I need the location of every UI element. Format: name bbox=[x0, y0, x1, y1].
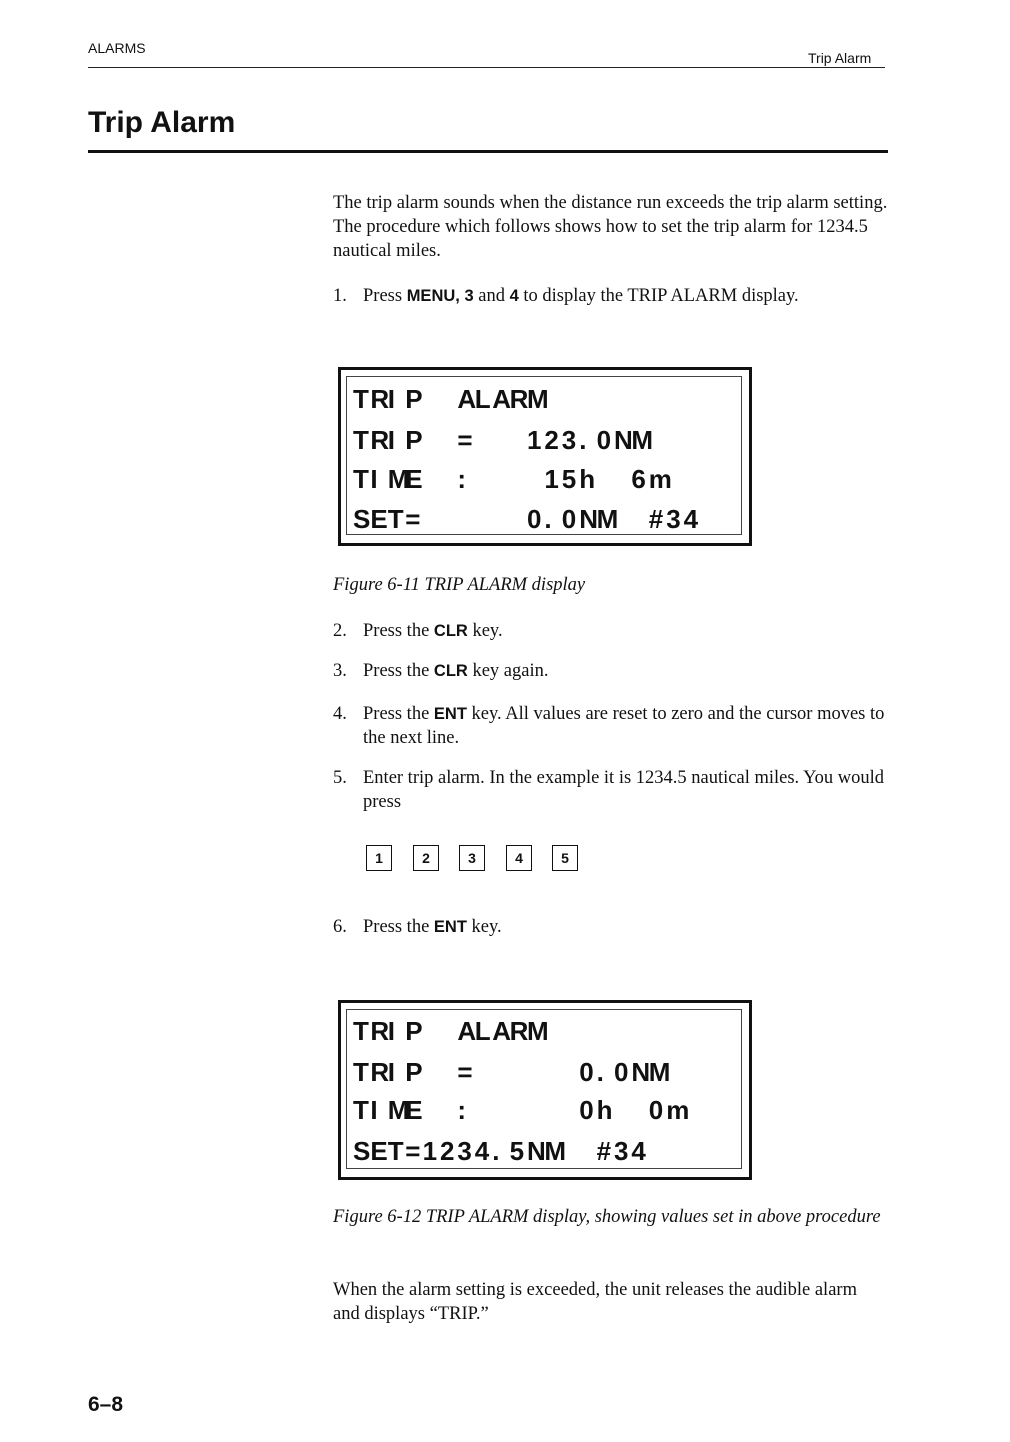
lcd-char: 0 bbox=[579, 1057, 594, 1087]
step-number: 5. bbox=[333, 768, 347, 788]
step-text: Enter trip alarm. In the example it is 1234.5 nautical miles. You would press bbox=[363, 768, 884, 812]
lcd-char: N bbox=[614, 425, 633, 455]
step-text bbox=[363, 619, 888, 643]
lcd-char: P bbox=[405, 425, 423, 455]
lcd-char: 0 bbox=[648, 1095, 664, 1125]
running-header-section: ALARMS bbox=[88, 40, 146, 56]
step-number: 1. bbox=[333, 286, 347, 306]
lcd-char: . bbox=[544, 504, 552, 534]
page-title: Trip Alarm bbox=[88, 106, 236, 139]
lcd-char: # bbox=[648, 504, 664, 534]
lcd-char: . bbox=[579, 425, 587, 455]
lcd-char: R bbox=[370, 384, 390, 414]
lcd-char: N bbox=[631, 1057, 651, 1087]
figure-caption-6-12: Figure 6-12 TRIP ALARM display, showing values set in above procedure bbox=[333, 1207, 881, 1227]
lcd-char: 4 bbox=[474, 1136, 490, 1166]
lcd-char: M bbox=[527, 1016, 549, 1046]
lcd-char: 0 bbox=[614, 1057, 629, 1087]
lcd-char: T bbox=[353, 1016, 369, 1046]
lcd-char: N bbox=[527, 1136, 546, 1166]
text-run: Press the bbox=[363, 621, 434, 641]
lcd-char: 2 bbox=[544, 425, 559, 455]
key-5: 5 bbox=[552, 845, 578, 871]
lcd-char: 3 bbox=[666, 504, 681, 534]
step-5 bbox=[333, 766, 888, 814]
lcd-display-2 bbox=[338, 1000, 752, 1180]
lcd-char: P bbox=[405, 384, 423, 414]
lcd-char: A bbox=[457, 1016, 477, 1046]
lcd-char: A bbox=[492, 1016, 511, 1046]
lcd-char: 6 bbox=[631, 464, 646, 494]
page-number: 6–8 bbox=[88, 1393, 124, 1416]
step-text bbox=[363, 702, 888, 750]
key-3: 3 bbox=[459, 845, 485, 871]
text-run: key. bbox=[466, 917, 502, 937]
lcd-char: 1 bbox=[544, 464, 559, 494]
lcd-char: m bbox=[666, 1095, 690, 1125]
lcd-char: N bbox=[579, 504, 598, 534]
step-6 bbox=[333, 915, 888, 939]
lcd-char: 0 bbox=[579, 1095, 594, 1125]
closing-paragraph: When the alarm setting is exceeded, the unit releases the audible alarm and displays “TRIP.” bbox=[333, 1280, 857, 1324]
lcd-char: 4 bbox=[683, 504, 699, 534]
text-run: key again. bbox=[467, 661, 549, 681]
keyword: ENT bbox=[433, 705, 467, 723]
lcd-char: m bbox=[648, 464, 672, 494]
lcd-char: E bbox=[370, 1136, 388, 1166]
key-2: 2 bbox=[413, 845, 439, 871]
lcd-char: # bbox=[596, 1136, 612, 1166]
lcd-char: 3 bbox=[457, 1136, 472, 1166]
lcd-char: h bbox=[579, 464, 596, 494]
lcd-char: 4 bbox=[631, 1136, 646, 1166]
keyword: ENT bbox=[433, 918, 467, 936]
lcd-char: R bbox=[509, 384, 529, 414]
step-text bbox=[363, 284, 888, 308]
step-number: 4. bbox=[333, 704, 347, 724]
lcd-char: 1 bbox=[527, 425, 542, 455]
lcd-char: M bbox=[387, 1095, 410, 1125]
lcd-char: A bbox=[457, 384, 477, 414]
step-2 bbox=[333, 619, 888, 643]
text-run: to display the TRIP ALARM display. bbox=[518, 286, 799, 306]
lcd-char: 3 bbox=[614, 1136, 629, 1166]
lcd-char: E bbox=[370, 504, 388, 534]
lcd-char: M bbox=[527, 384, 549, 414]
lcd-char: h bbox=[596, 1095, 613, 1125]
text-run: Press the bbox=[363, 661, 434, 681]
key-1: 1 bbox=[366, 845, 392, 871]
keyword: MENU, 3 bbox=[406, 287, 474, 305]
lcd-char: . bbox=[596, 1057, 604, 1087]
lcd-char: E bbox=[405, 1095, 423, 1125]
lcd-char: 3 bbox=[561, 425, 577, 455]
lcd-char: M bbox=[596, 504, 619, 534]
lcd-char: 0 bbox=[561, 504, 577, 534]
step-4 bbox=[333, 702, 888, 750]
lcd-char: T bbox=[387, 1136, 404, 1166]
lcd-char: I bbox=[387, 425, 396, 455]
text-run: Press the bbox=[363, 917, 434, 937]
lcd-char: I bbox=[387, 1057, 396, 1087]
lcd-char: 2 bbox=[440, 1136, 455, 1166]
text-run: key. All values are reset to zero and the cursor moves to the next line. bbox=[363, 704, 885, 748]
lcd-char: 0 bbox=[527, 504, 542, 534]
step-number: 2. bbox=[333, 621, 347, 641]
lcd-display-1 bbox=[338, 367, 752, 546]
lcd-char: I bbox=[387, 1016, 396, 1046]
lcd-char: = bbox=[457, 425, 473, 455]
lcd-char: : bbox=[457, 464, 467, 494]
title-rule bbox=[88, 150, 888, 153]
lcd-char: R bbox=[370, 1057, 390, 1087]
keyword: 4 bbox=[509, 287, 519, 305]
step-3 bbox=[333, 659, 888, 683]
lcd-char: 1 bbox=[422, 1136, 438, 1166]
key-4: 4 bbox=[506, 845, 532, 871]
running-header-topic: Trip Alarm bbox=[808, 50, 872, 66]
lcd-char: T bbox=[353, 464, 369, 494]
lcd-char: M bbox=[387, 464, 410, 494]
lcd-char: I bbox=[370, 464, 378, 494]
lcd-char: T bbox=[353, 1095, 369, 1125]
lcd-char: M bbox=[631, 425, 654, 455]
lcd-char: 5 bbox=[561, 464, 577, 494]
lcd-char: P bbox=[405, 1016, 423, 1046]
lcd-char: T bbox=[353, 1057, 369, 1087]
step-number: 6. bbox=[333, 917, 347, 937]
lcd-char: S bbox=[353, 504, 371, 534]
lcd-char: T bbox=[387, 504, 404, 534]
lcd-char: : bbox=[457, 1095, 467, 1125]
keyword: CLR bbox=[433, 662, 468, 680]
lcd-char: T bbox=[353, 425, 369, 455]
intro-paragraph: The trip alarm sounds when the distance run exceeds the trip alarm setting. The procedure which follows shows how to set the trip alarm for 1234.5 nautical miles. bbox=[333, 193, 888, 261]
lcd-char: R bbox=[370, 1016, 390, 1046]
text-run: Press bbox=[363, 286, 407, 306]
lcd-char: P bbox=[405, 1057, 423, 1087]
step-text bbox=[363, 659, 888, 683]
keyword: CLR bbox=[433, 622, 468, 640]
lcd-char: E bbox=[405, 464, 423, 494]
lcd-char: = bbox=[405, 504, 421, 534]
figure-caption-6-11: Figure 6-11 TRIP ALARM display bbox=[333, 575, 586, 595]
lcd-char: I bbox=[370, 1095, 378, 1125]
lcd-char: L bbox=[474, 1016, 491, 1046]
step-text bbox=[363, 915, 888, 939]
lcd-char: 0 bbox=[596, 425, 612, 455]
lcd-char: R bbox=[509, 1016, 529, 1046]
lcd-char: M bbox=[544, 1136, 567, 1166]
step-number: 3. bbox=[333, 661, 347, 681]
step-1 bbox=[333, 284, 888, 308]
text-run: Press the bbox=[363, 704, 434, 724]
lcd-char: . bbox=[492, 1136, 500, 1166]
header-rule bbox=[88, 67, 885, 68]
lcd-char: L bbox=[474, 384, 491, 414]
lcd-char: = bbox=[457, 1057, 473, 1087]
lcd-char: R bbox=[370, 425, 390, 455]
text-run: key. bbox=[467, 621, 503, 641]
lcd-char: M bbox=[648, 1057, 671, 1087]
text-run: and bbox=[473, 286, 510, 306]
lcd-char: S bbox=[353, 1136, 371, 1166]
lcd-char: I bbox=[387, 384, 396, 414]
lcd-char: T bbox=[353, 384, 369, 414]
lcd-char: 5 bbox=[509, 1136, 525, 1166]
lcd-char: = bbox=[405, 1136, 421, 1166]
lcd-char: A bbox=[492, 384, 511, 414]
